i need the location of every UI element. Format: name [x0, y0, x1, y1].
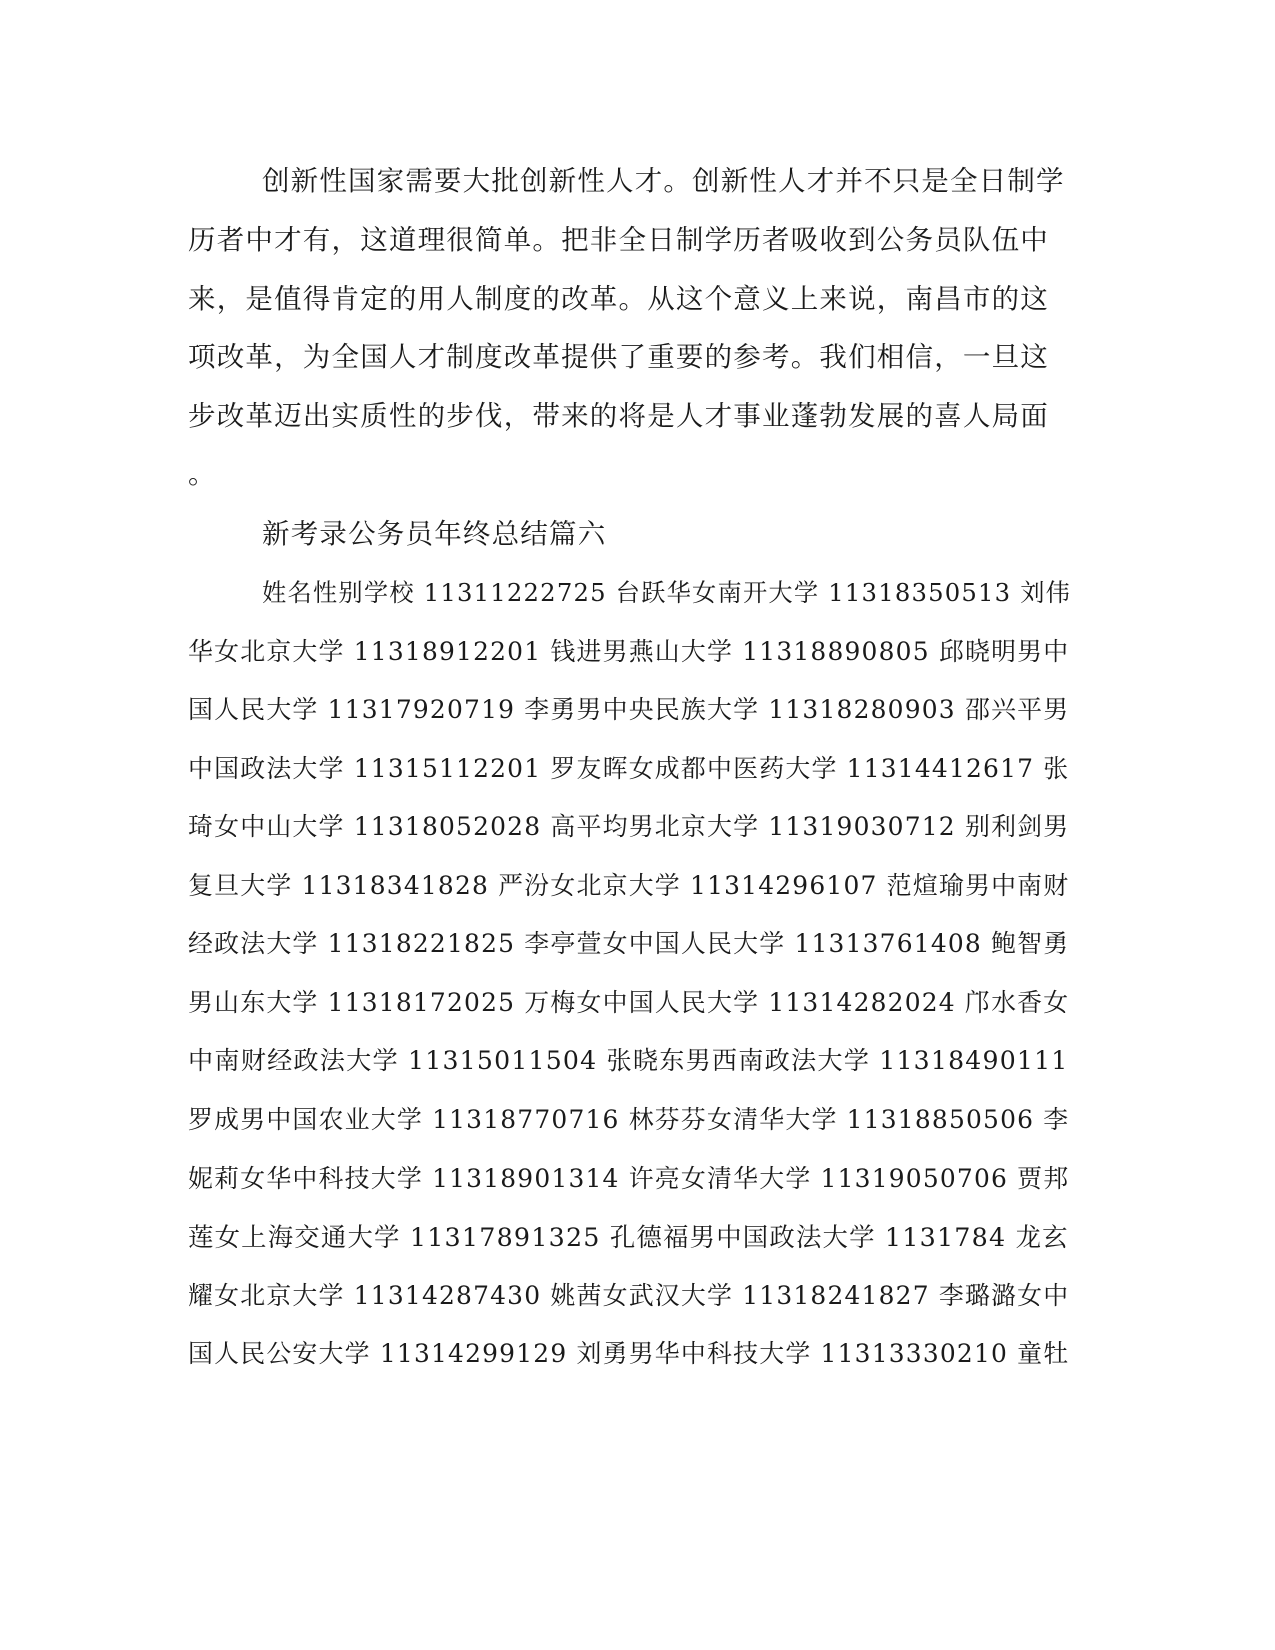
paragraph-2-line-7: 经政法大学 11318221825 李亭萱女中国人民大学 11313761408 鲍智勇 — [188, 929, 1070, 958]
paragraph-2-line-5: 琦女中山大学 11318052028 高平均男北京大学 11319030712 别利剑男 — [188, 812, 1070, 841]
paragraph-2-line-8: 男山东大学 11318172025 万梅女中国人民大学 11314282024 邝水香女 — [188, 988, 1070, 1017]
paragraph-2-line-6: 复旦大学 11318341828 严汾女北京大学 11314296107 范煊瑜男中南财 — [188, 871, 1070, 900]
paragraph-2-line-1: 姓名性别学校 11311222725 台跃华女南开大学 11318350513 刘伟 — [262, 578, 1072, 607]
paragraph-1-line-5: 步改革迈出实质性的步伐，带来的将是人才事业蓬勃发展的喜人局面 — [188, 400, 1049, 432]
paragraph-2-line-9: 中南财经政法大学 11315011504 张晓东男西南政法大学 11318490111 — [188, 1046, 1069, 1075]
paragraph-2-line-13: 耀女北京大学 11314287430 姚茜女武汉大学 11318241827 李璐潞女中 — [188, 1281, 1070, 1310]
paragraph-2-line-4: 中国政法大学 11315112201 罗友晖女成都中医药大学 11314412617 张 — [188, 754, 1070, 783]
paragraph-2-line-3: 国人民大学 11317920719 李勇男中央民族大学 11318280903 邵兴平男 — [188, 695, 1070, 724]
paragraph-1-line-6: 。 — [188, 458, 217, 490]
paragraph-1-line-3: 来，是值得肯定的用人制度的改革。从这个意义上来说，南昌市的这 — [188, 283, 1049, 315]
paragraph-2-line-2: 华女北京大学 11318912201 钱进男燕山大学 11318890805 邱晓明男中 — [188, 637, 1070, 666]
paragraph-2-line-14: 国人民公安大学 11314299129 刘勇男华中科技大学 11313330210 童牡 — [188, 1339, 1070, 1368]
paragraph-2-line-12: 莲女上海交通大学 11317891325 孔德福男中国政法大学 1131784 龙玄 — [188, 1222, 1069, 1252]
paragraph-1-line-1: 创新性国家需要大批创新性人才。创新性人才并不只是全日制学 — [262, 166, 1065, 197]
paragraph-1-line-2: 历者中才有，这道理很简单。把非全日制学历者吸收到公务员队伍中 — [188, 224, 1049, 256]
paragraph-2-line-11: 妮莉女华中科技大学 11318901314 许亮女清华大学 11319050706 贾邦 — [188, 1164, 1070, 1193]
section-heading: 新考录公务员年终总结篇六 — [262, 518, 607, 550]
paragraph-2-line-10: 罗成男中国农业大学 11318770716 林芬芬女清华大学 11318850506 李 — [188, 1105, 1070, 1134]
paragraph-1-line-4: 项改革，为全国人才制度改革提供了重要的参考。我们相信，一旦这 — [188, 341, 1049, 373]
